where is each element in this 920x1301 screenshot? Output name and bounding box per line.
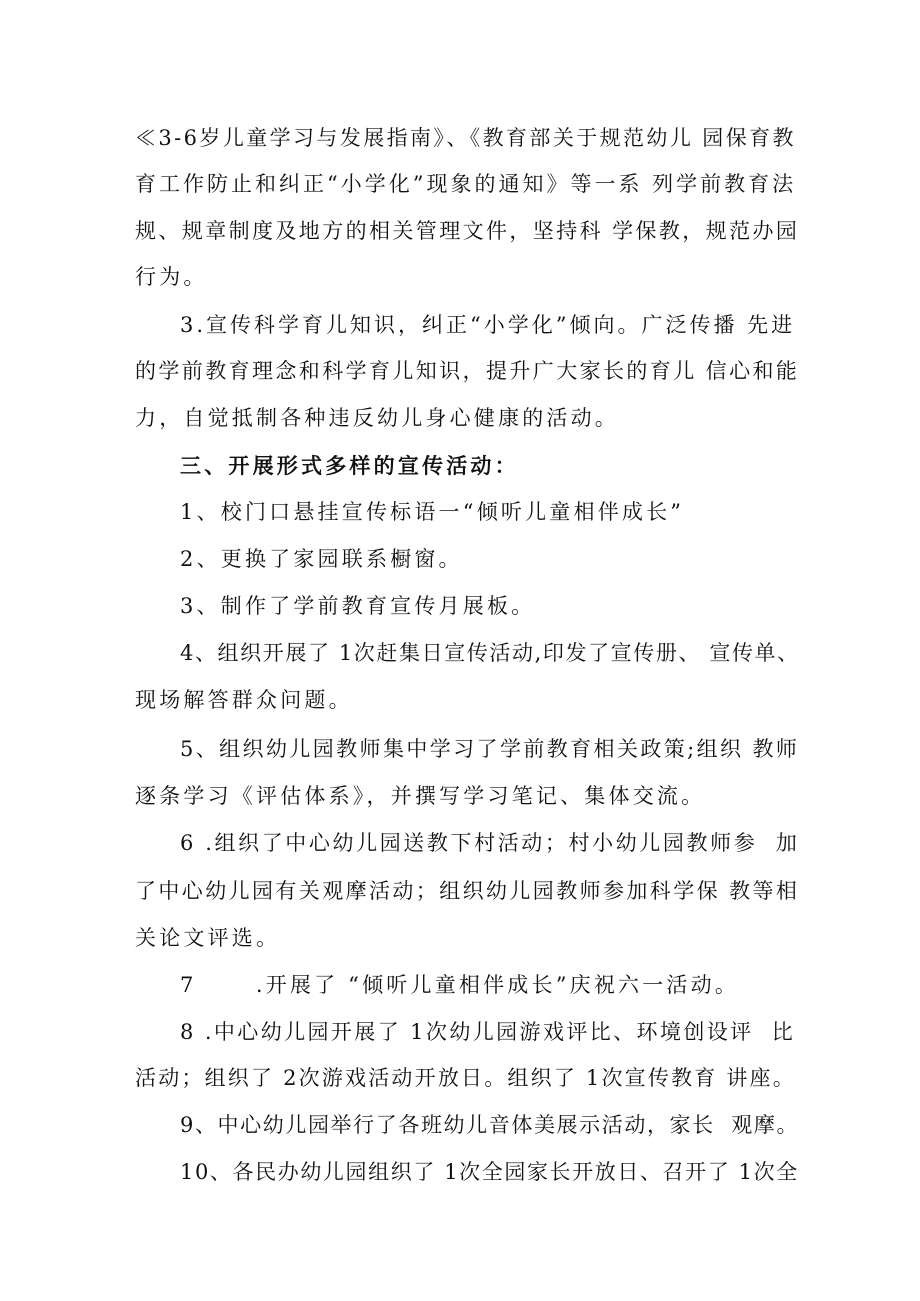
list-item: 1、校门口悬挂宣传标语一“倾听儿童相伴成长”: [180, 500, 685, 524]
text-line: 3.宣传科学育儿知识，纠正“小学化”倾向。广泛传播 先进: [180, 313, 796, 337]
list-item: 7 .开展了 “倾听儿童相伴成长”庆祝六一活动。: [180, 973, 740, 997]
text-line: 育工作防止和纠正“小学化”现象的通知》等一系 列学前教育法: [135, 172, 797, 196]
list-item: 3、制作了学前教育宣传月展板。: [180, 594, 536, 618]
list-item: 8 .中心幼儿园开展了 1次幼儿园游戏评比、环境创设评 比: [180, 1020, 796, 1044]
text-line: 规、规章制度及地方的相关管理文件，坚持科 学保教，规范办园: [135, 219, 800, 243]
list-item: 10、各民办幼儿园组织了 1次全园家长开放日、召开了 1次全: [180, 1160, 799, 1184]
text-line: ≪3-6岁儿童学习与发展指南》、《教育部关于规范幼儿 园保育教: [135, 126, 796, 150]
text-line: 活动；组织了 2次游戏活动开放日。组织了 1次宣传教育 讲座。: [135, 1066, 796, 1090]
text-line: 力，自觉抵制各种违反幼儿身心健康的活动。: [135, 406, 619, 430]
list-item: 9、中心幼儿园举行了各班幼儿音体美展示活动，家长 观摩。: [180, 1113, 800, 1137]
section-heading: 三、开展形式多样的宣传活动：: [180, 453, 519, 478]
text-line: 逐条学习《评估体系》，并撰写学习笔记、集体交流。: [135, 784, 706, 808]
list-item: 2、更换了家园联系橱窗。: [180, 547, 463, 571]
text-line: 关论文评选。: [135, 926, 281, 950]
list-item: 4、组织开展了 1次赶集日宣传活动,印发了宣传册、 宣传单、: [180, 641, 800, 665]
text-line: 的学前教育理念和科学育儿知识，提升广大家长的育儿 信心和能: [135, 359, 800, 383]
text-line: 行为。: [135, 265, 208, 289]
list-item: 6 .组织了中心幼儿园送教下村活动；村小幼儿园教师参 加: [180, 831, 800, 855]
text-line: 了中心幼儿园有关观摩活动；组织幼儿园教师参加科学保 教等相: [135, 879, 800, 903]
text-line: 现场解答群众问题。: [135, 688, 353, 712]
list-item: 5、组织幼儿园教师集中学习了学前教育相关政策;组织 教师: [180, 737, 800, 761]
